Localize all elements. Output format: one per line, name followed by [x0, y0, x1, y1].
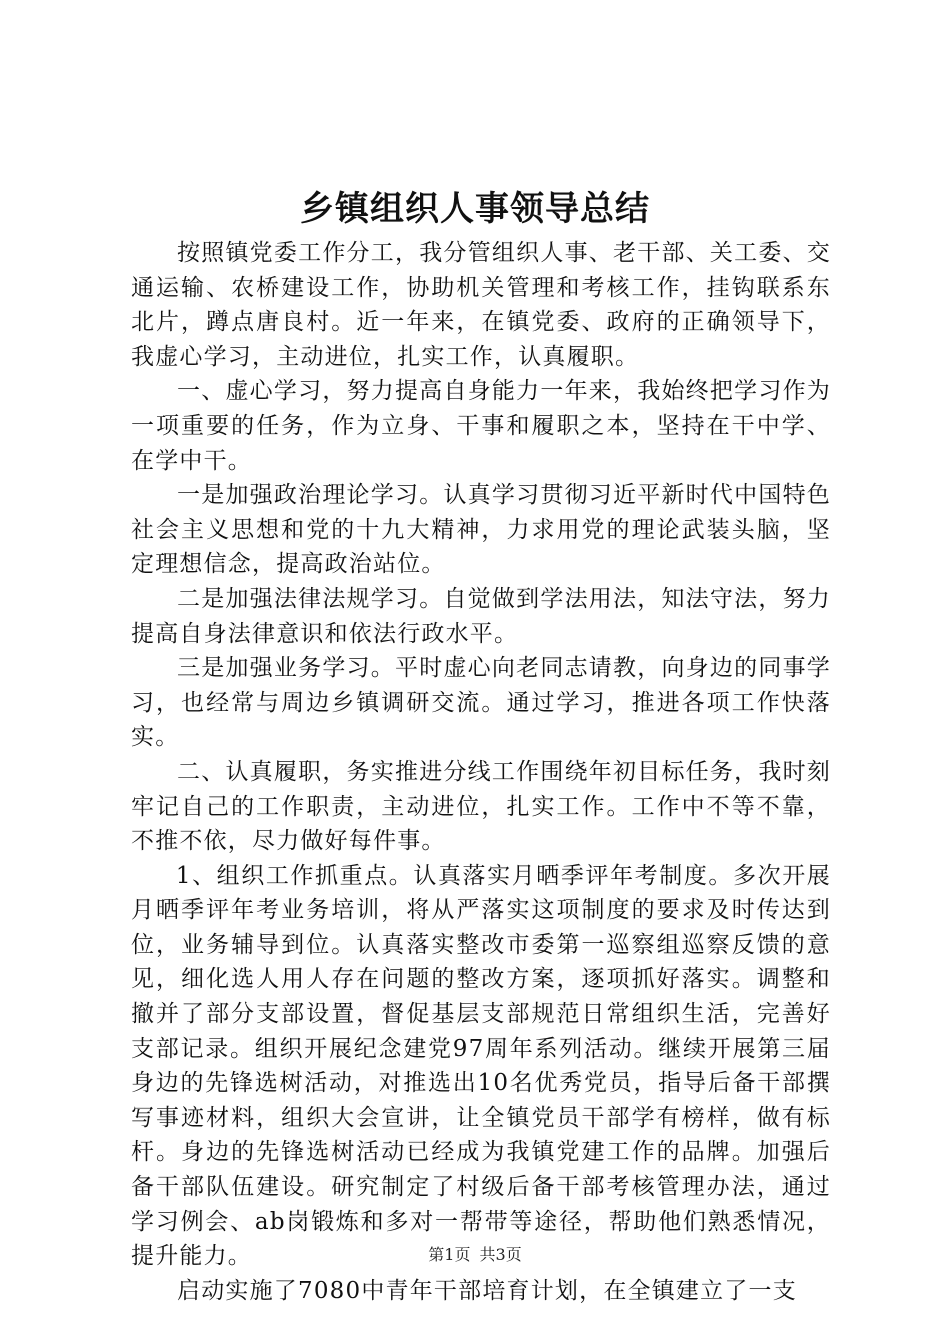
paragraph-section-two: 二、认真履职，务实推进分线工作围绕年初目标任务，我时刻牢记自己的工作职责，主动进位，扎实工作。工作中不等不靠，不推不依，尽力做好每件事。	[131, 758, 831, 855]
document-title: 乡镇组织人事领导总结	[300, 189, 650, 229]
page-footer	[0, 1243, 950, 1267]
page-number: 第1页	[428, 1245, 471, 1264]
paragraph-business-study: 三是加强业务学习。平时虚心向老同志请教，向身边的同事学习，也经常与周边乡镇调研交流。通过学习，推进各项工作快落实。	[131, 655, 831, 751]
paragraph-cadre-plan: 启动实施了7080中青年干部培育计划，在全镇建立了一支	[177, 1277, 797, 1304]
paragraph-legal-study: 二是加强法律法规学习。自觉做到学法用法，知法守法，努力提高自身法律意识和依法行政水平。	[131, 585, 831, 647]
paragraph-organization-work: 1、组织工作抓重点。认真落实月晒季评年考制度。多次开展月晒季评年考业务培训，将从严落实这项制度的要求及时传达到位，业务辅导到位。认真落实整改市委第一巡察组巡察反馈的意见，细化选人用人存在问题的整改方案，逐项抓好落实。调整和撤并了部分支部设置，督促基层支部规范日常组织生活，完善好支部记录。组织开展纪念建党97周年系列活动。继续开展第三届身边的先锋选树活动，对推选出10名优秀党员，指导后备干部撰写事迹材料，组织大会宣讲，让全镇党员干部学有榜样，做有标杆。身边的先锋选树活动已经成为我镇党建工作的品牌。加强后备干部队伍建设。研究制定了村级后备干部考核管理办法，通过学习例会、ab岗锻炼和多对一帮带等途径，帮助他们熟悉情况，提升能力。	[131, 862, 831, 1270]
document-body	[131, 236, 831, 1308]
page-total: 共3页	[479, 1245, 522, 1264]
paragraph-section-one: 一、虚心学习，努力提高自身能力一年来，我始终把学习作为一项重要的任务，作为立身、干事和履职之本，坚持在干中学、在学中干。	[131, 378, 831, 474]
paragraph-political-study: 一是加强政治理论学习。认真学习贯彻习近平新时代中国特色社会主义思想和党的十九大精神，力求用党的理论武装头脑，坚定理想信念，提高政治站位。	[131, 482, 831, 578]
paragraph-intro: 按照镇党委工作分工，我分管组织人事、老干部、关工委、交通运输、农桥建设工作，协助机关管理和考核工作，挂钩联系东北片，蹲点唐良村。近一年来，在镇党委、政府的正确领导下，我虚心学习，主动进位，扎实工作，认真履职。	[131, 240, 831, 370]
